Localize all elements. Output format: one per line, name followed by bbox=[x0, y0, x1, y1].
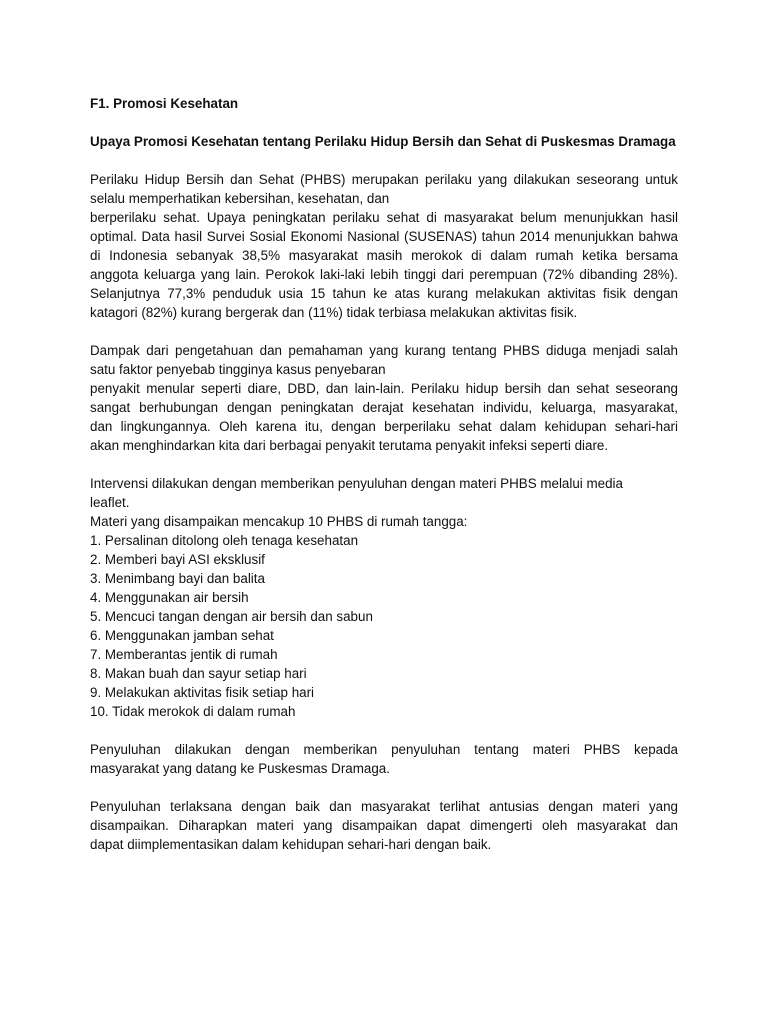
paragraph-conclusion bbox=[90, 797, 678, 854]
paragraph-intervention bbox=[90, 474, 678, 531]
paragraph-line: sangat berhubungan dengan peningkatan derajat kesehatan individu, keluarga, masyarakat, bbox=[90, 400, 678, 415]
list-item: 8. Makan buah dan sayur setiap hari bbox=[90, 666, 307, 681]
paragraph-line: Intervensi dilakukan dengan memberikan penyuluhan dengan materi PHBS melalui media bbox=[90, 476, 623, 491]
paragraph-line: dapat diimplementasikan dalam kehidupan sehari-hari dengan baik. bbox=[90, 837, 492, 852]
paragraph-line: masyarakat yang datang ke Puskesmas Dramaga. bbox=[90, 761, 390, 776]
list-item: 4. Menggunakan air bersih bbox=[90, 590, 249, 605]
list-item: 6. Menggunakan jamban sehat bbox=[90, 628, 274, 643]
list-item: 3. Menimbang bayi dan balita bbox=[90, 571, 265, 586]
paragraph-line: disampaikan. Diharapkan materi yang disampaikan dapat dimengerti oleh masyarakat dan bbox=[90, 818, 678, 833]
paragraph-line: katagori (82%) kurang bergerak dan (11%) tidak terbiasa melakukan aktivitas fisik. bbox=[90, 305, 578, 320]
paragraph-line: Selanjutnya 77,3% penduduk usia 15 tahun ke atas kurang melakukan aktivitas fisik dengan bbox=[90, 286, 678, 301]
paragraph-line: penyakit menular seperti diare, DBD, dan lain-lain. Perilaku hidup bersih dan sehat seseorang bbox=[90, 381, 678, 396]
paragraph-line: akan menghindarkan kita dari berbagai penyakit terutama penyakit infeksi seperti diare. bbox=[90, 438, 609, 453]
section-heading: F1. Promosi Kesehatan bbox=[90, 96, 239, 111]
list-item: 10. Tidak merokok di dalam rumah bbox=[90, 704, 296, 719]
list-item: 7. Memberantas jentik di rumah bbox=[90, 647, 278, 662]
paragraph-line: optimal. Data hasil Survei Sosial Ekonomi Nasional (SUSENAS) tahun 2014 menunjukkan bahwa bbox=[90, 229, 678, 244]
document-page bbox=[90, 94, 678, 873]
paragraph-line: satu faktor penyebab tingginya kasus penyebaran bbox=[90, 362, 386, 377]
paragraph-line: leaflet. bbox=[90, 495, 130, 510]
paragraph-line: selalu memperhatikan kebersihan, kesehatan, dan bbox=[90, 191, 390, 206]
phbs-list bbox=[90, 531, 678, 721]
section-subheading: Upaya Promosi Kesehatan tentang Perilaku Hidup Bersih dan Sehat di Puskesmas Dramaga bbox=[90, 134, 676, 149]
paragraph-impact bbox=[90, 341, 678, 455]
paragraph-line: Dampak dari pengetahuan dan pemahaman yang kurang tentang PHBS diduga menjadi salah bbox=[90, 343, 678, 358]
list-item: 9. Melakukan aktivitas fisik setiap hari bbox=[90, 685, 315, 700]
paragraph-counseling bbox=[90, 740, 678, 778]
list-item: 2. Memberi bayi ASI eksklusif bbox=[90, 552, 265, 567]
list-item: 5. Mencuci tangan dengan air bersih dan sabun bbox=[90, 609, 373, 624]
paragraph-line: di Indonesia sebanyak 38,5% masyarakat masih merokok di dalam rumah ketika bersama bbox=[90, 248, 678, 263]
paragraph-phbs-intro bbox=[90, 170, 678, 322]
paragraph-line: Materi yang disampaikan mencakup 10 PHBS di rumah tangga: bbox=[90, 514, 468, 529]
paragraph-line: anggota keluarga yang lain. Perokok laki-laki lebih tinggi dari perempuan (72% dibanding 28%). bbox=[90, 267, 678, 282]
paragraph-line: Penyuluhan dilakukan dengan memberikan penyuluhan tentang materi PHBS kepada bbox=[90, 742, 678, 757]
paragraph-line: berperilaku sehat. Upaya peningkatan perilaku sehat di masyarakat belum menunjukkan hasil bbox=[90, 210, 678, 225]
paragraph-line: Penyuluhan terlaksana dengan baik dan masyarakat terlihat antusias dengan materi yang bbox=[90, 799, 678, 814]
paragraph-line: dan lingkungannya. Oleh karena itu, dengan berperilaku sehat dalam kehidupan sehari-hari bbox=[90, 419, 678, 434]
list-item: 1. Persalinan ditolong oleh tenaga kesehatan bbox=[90, 533, 359, 548]
paragraph-line: Perilaku Hidup Bersih dan Sehat (PHBS) merupakan perilaku yang dilakukan seseorang untuk bbox=[90, 172, 678, 187]
